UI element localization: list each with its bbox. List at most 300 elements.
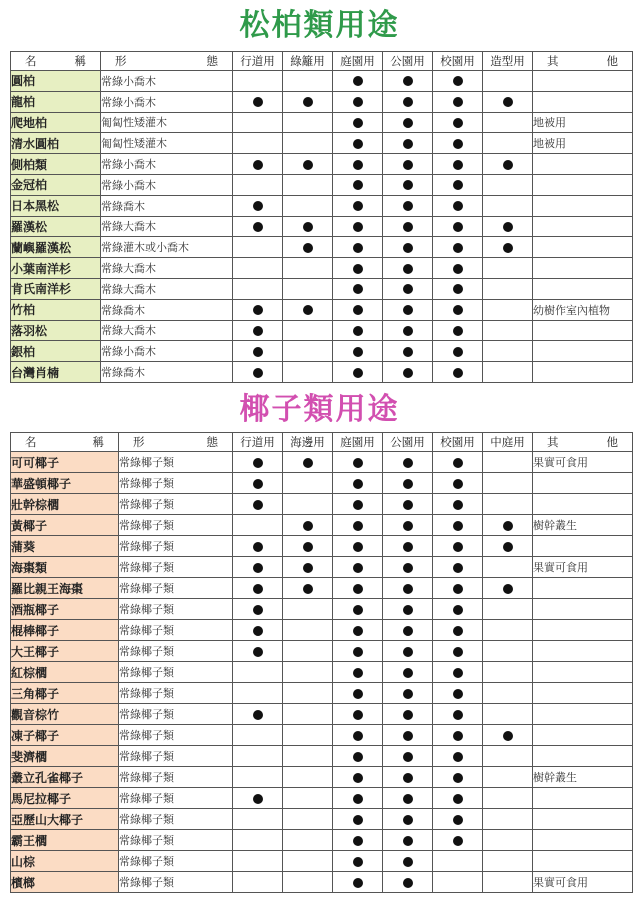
plant-other-note: 幼樹作室內植物 (533, 299, 633, 320)
use-cell (333, 216, 383, 237)
table-row (11, 620, 633, 641)
use-cell (483, 725, 533, 746)
plant-name: 日本黑松 (11, 195, 101, 216)
plant-name: 銀柏 (11, 341, 101, 362)
table-row (11, 767, 633, 788)
use-cell (283, 237, 333, 258)
use-cell (383, 725, 433, 746)
use-cell (333, 557, 383, 578)
use-cell (333, 154, 383, 175)
filled-dot-icon (403, 626, 413, 636)
use-cell (483, 71, 533, 92)
use-cell (283, 494, 333, 515)
use-cell (333, 91, 383, 112)
plant-name: 山棕 (11, 851, 119, 872)
use-cell (283, 216, 333, 237)
plant-name: 金冠柏 (11, 174, 101, 195)
use-cell (483, 788, 533, 809)
table-row (11, 746, 633, 767)
plant-form: 常綠椰子類 (119, 536, 233, 557)
use-cell (333, 599, 383, 620)
filled-dot-icon (303, 584, 313, 594)
use-cell (483, 195, 533, 216)
use-cell (483, 320, 533, 341)
use-cell (233, 195, 283, 216)
plant-other-note (533, 320, 633, 341)
header-label: 其 (547, 435, 559, 449)
header-label: 名 (25, 54, 37, 68)
header-label: 他 (606, 54, 618, 68)
use-cell (233, 452, 283, 473)
plant-name: 馬尼拉椰子 (11, 788, 119, 809)
plant-form: 常綠椰子類 (119, 473, 233, 494)
plant-other-note (533, 830, 633, 851)
filled-dot-icon (403, 815, 413, 825)
table-row (11, 494, 633, 515)
use-cell (383, 174, 433, 195)
filled-dot-icon (353, 243, 363, 253)
filled-dot-icon (403, 563, 413, 573)
filled-dot-icon (453, 326, 463, 336)
use-cell (283, 641, 333, 662)
plant-form: 常綠灌木或小喬木 (101, 237, 233, 258)
filled-dot-icon (353, 584, 363, 594)
use-cell (233, 112, 283, 133)
use-cell (233, 133, 283, 154)
use-cell (483, 515, 533, 536)
use-cell (433, 704, 483, 725)
use-cell (283, 809, 333, 830)
filled-dot-icon (353, 857, 363, 867)
use-cell (233, 174, 283, 195)
use-cell (383, 872, 433, 893)
table-row (11, 154, 633, 175)
filled-dot-icon (353, 97, 363, 107)
use-cell (483, 112, 533, 133)
table-row (11, 258, 633, 279)
use-cell (483, 258, 533, 279)
filled-dot-icon (403, 305, 413, 315)
filled-dot-icon (253, 368, 263, 378)
plant-form: 常綠椰子類 (119, 704, 233, 725)
use-cell (233, 258, 283, 279)
table-row (11, 91, 633, 112)
table-header-row (11, 433, 633, 452)
plant-other-note (533, 725, 633, 746)
filled-dot-icon (353, 836, 363, 846)
use-cell (283, 341, 333, 362)
use-cell (233, 725, 283, 746)
filled-dot-icon (353, 479, 363, 489)
plant-form: 常綠小喬木 (101, 174, 233, 195)
filled-dot-icon (353, 521, 363, 531)
plant-form: 常綠椰子類 (119, 494, 233, 515)
use-cell (233, 872, 283, 893)
plant-name: 小葉南洋杉 (11, 258, 101, 279)
plant-form: 常綠大喬木 (101, 320, 233, 341)
use-cell (283, 174, 333, 195)
use-cell (333, 195, 383, 216)
use-cell (283, 578, 333, 599)
header-use: 庭園用 (333, 433, 383, 452)
filled-dot-icon (453, 773, 463, 783)
plant-other-note (533, 536, 633, 557)
plant-other-note: 樹幹叢生 (533, 767, 633, 788)
use-cell (383, 515, 433, 536)
header-label: 態 (206, 435, 218, 449)
header-label: 形 (133, 435, 145, 449)
filled-dot-icon (353, 160, 363, 170)
table-row (11, 578, 633, 599)
plant-form: 常綠椰子類 (119, 641, 233, 662)
filled-dot-icon (303, 521, 313, 531)
use-cell (283, 473, 333, 494)
use-cell (283, 258, 333, 279)
plant-name: 華盛頓椰子 (11, 473, 119, 494)
filled-dot-icon (253, 647, 263, 657)
plant-form: 常綠椰子類 (119, 851, 233, 872)
use-cell (383, 851, 433, 872)
filled-dot-icon (353, 305, 363, 315)
use-cell (333, 341, 383, 362)
use-cell (383, 154, 433, 175)
plant-name: 海棗類 (11, 557, 119, 578)
filled-dot-icon (503, 222, 513, 232)
use-cell (333, 746, 383, 767)
filled-dot-icon (353, 773, 363, 783)
use-cell (483, 174, 533, 195)
filled-dot-icon (453, 542, 463, 552)
filled-dot-icon (453, 479, 463, 489)
plant-other-note (533, 91, 633, 112)
filled-dot-icon (453, 731, 463, 741)
filled-dot-icon (403, 605, 413, 615)
filled-dot-icon (253, 500, 263, 510)
header-use: 造型用 (483, 52, 533, 71)
filled-dot-icon (453, 584, 463, 594)
use-cell (483, 362, 533, 383)
use-cell (383, 599, 433, 620)
use-cell (283, 851, 333, 872)
use-cell (233, 599, 283, 620)
use-cell (383, 578, 433, 599)
plant-other-note (533, 278, 633, 299)
use-cell (483, 851, 533, 872)
plant-other-note (533, 704, 633, 725)
use-cell (283, 536, 333, 557)
plant-name: 肯氏南洋杉 (11, 278, 101, 299)
filled-dot-icon (403, 264, 413, 274)
filled-dot-icon (453, 139, 463, 149)
table-row (11, 174, 633, 195)
plant-name: 竹柏 (11, 299, 101, 320)
use-cell (483, 494, 533, 515)
filled-dot-icon (403, 521, 413, 531)
filled-dot-icon (353, 647, 363, 657)
filled-dot-icon (403, 500, 413, 510)
table-row (11, 662, 633, 683)
use-cell (433, 830, 483, 851)
table-row (11, 809, 633, 830)
plant-name: 三角椰子 (11, 683, 119, 704)
plant-name: 蒲葵 (11, 536, 119, 557)
filled-dot-icon (403, 118, 413, 128)
filled-dot-icon (453, 752, 463, 762)
filled-dot-icon (303, 458, 313, 468)
filled-dot-icon (403, 752, 413, 762)
plant-name: 大王椰子 (11, 641, 119, 662)
table-row (11, 452, 633, 473)
use-cell (383, 641, 433, 662)
filled-dot-icon (453, 794, 463, 804)
filled-dot-icon (353, 347, 363, 357)
filled-dot-icon (403, 97, 413, 107)
use-cell (333, 788, 383, 809)
header-label: 名 (25, 435, 37, 449)
plant-name: 黃椰子 (11, 515, 119, 536)
use-cell (383, 320, 433, 341)
plant-form: 常綠椰子類 (119, 662, 233, 683)
filled-dot-icon (353, 710, 363, 720)
plant-name: 凍子椰子 (11, 725, 119, 746)
filled-dot-icon (353, 284, 363, 294)
use-cell (483, 704, 533, 725)
filled-dot-icon (403, 836, 413, 846)
header-use: 綠籬用 (283, 52, 333, 71)
use-cell (483, 620, 533, 641)
header-use: 公園用 (383, 433, 433, 452)
plant-other-note (533, 195, 633, 216)
table-row (11, 641, 633, 662)
plant-name: 羅漢松 (11, 216, 101, 237)
use-cell (433, 278, 483, 299)
filled-dot-icon (303, 305, 313, 315)
use-cell (383, 299, 433, 320)
filled-dot-icon (403, 222, 413, 232)
table-row (11, 788, 633, 809)
filled-dot-icon (453, 500, 463, 510)
header-use: 海邊用 (283, 433, 333, 452)
use-cell (333, 830, 383, 851)
filled-dot-icon (253, 710, 263, 720)
use-cell (333, 494, 383, 515)
table-row (11, 830, 633, 851)
use-cell (283, 320, 333, 341)
use-cell (383, 473, 433, 494)
use-cell (433, 746, 483, 767)
header-label: 稱 (92, 435, 104, 449)
use-cell (233, 641, 283, 662)
plant-form: 常綠喬木 (101, 195, 233, 216)
filled-dot-icon (353, 180, 363, 190)
use-cell (433, 71, 483, 92)
filled-dot-icon (403, 689, 413, 699)
filled-dot-icon (453, 647, 463, 657)
use-cell (483, 830, 533, 851)
use-cell (483, 536, 533, 557)
plant-other-note: 樹幹叢生 (533, 515, 633, 536)
use-cell (433, 788, 483, 809)
use-cell (483, 809, 533, 830)
plant-other-note (533, 578, 633, 599)
filled-dot-icon (253, 222, 263, 232)
plant-form: 常綠椰子類 (119, 746, 233, 767)
header-other (533, 433, 633, 452)
use-cell (433, 91, 483, 112)
header-use: 行道用 (233, 433, 283, 452)
use-cell (433, 620, 483, 641)
plant-form: 常綠椰子類 (119, 725, 233, 746)
use-cell (483, 641, 533, 662)
use-cell (333, 133, 383, 154)
use-cell (383, 133, 433, 154)
plant-name: 圓柏 (11, 71, 101, 92)
filled-dot-icon (453, 264, 463, 274)
use-cell (383, 452, 433, 473)
filled-dot-icon (453, 305, 463, 315)
use-cell (233, 278, 283, 299)
use-cell (433, 809, 483, 830)
table-row (11, 216, 633, 237)
plant-other-note: 果實可食用 (533, 872, 633, 893)
pine-section-title: 松柏類用途 (239, 8, 400, 43)
use-cell (333, 536, 383, 557)
plant-other-note (533, 174, 633, 195)
use-cell (433, 452, 483, 473)
use-cell (233, 704, 283, 725)
use-cell (233, 71, 283, 92)
use-cell (233, 494, 283, 515)
header-name (11, 433, 119, 452)
filled-dot-icon (453, 160, 463, 170)
filled-dot-icon (353, 605, 363, 615)
plant-form: 常綠椰子類 (119, 809, 233, 830)
use-cell (333, 620, 383, 641)
use-cell (333, 851, 383, 872)
use-cell (233, 557, 283, 578)
plant-name: 觀音棕竹 (11, 704, 119, 725)
use-cell (433, 536, 483, 557)
filled-dot-icon (253, 97, 263, 107)
filled-dot-icon (503, 542, 513, 552)
use-cell (233, 473, 283, 494)
header-form (119, 433, 233, 452)
use-cell (433, 473, 483, 494)
use-cell (283, 515, 333, 536)
plant-form: 匍匐性矮灌木 (101, 112, 233, 133)
header-label: 稱 (74, 54, 86, 68)
filled-dot-icon (353, 563, 363, 573)
use-cell (483, 767, 533, 788)
plant-name: 落羽松 (11, 320, 101, 341)
use-cell (433, 154, 483, 175)
filled-dot-icon (353, 542, 363, 552)
use-cell (333, 704, 383, 725)
table-row (11, 704, 633, 725)
plant-name: 爬地柏 (11, 112, 101, 133)
filled-dot-icon (353, 689, 363, 699)
filled-dot-icon (403, 326, 413, 336)
use-cell (483, 599, 533, 620)
use-cell (283, 154, 333, 175)
use-cell (233, 809, 283, 830)
use-cell (483, 216, 533, 237)
use-cell (233, 767, 283, 788)
plant-other-note (533, 154, 633, 175)
use-cell (433, 258, 483, 279)
use-cell (383, 278, 433, 299)
filled-dot-icon (353, 201, 363, 211)
use-cell (483, 473, 533, 494)
plant-other-note (533, 851, 633, 872)
filled-dot-icon (353, 264, 363, 274)
plant-other-note: 地被用 (533, 133, 633, 154)
header-use: 公園用 (383, 52, 433, 71)
filled-dot-icon (353, 815, 363, 825)
filled-dot-icon (253, 479, 263, 489)
filled-dot-icon (453, 347, 463, 357)
use-cell (333, 278, 383, 299)
use-cell (333, 809, 383, 830)
use-cell (333, 515, 383, 536)
plant-form: 常綠椰子類 (119, 452, 233, 473)
use-cell (233, 620, 283, 641)
use-cell (283, 746, 333, 767)
plant-form: 常綠小喬木 (101, 341, 233, 362)
filled-dot-icon (253, 584, 263, 594)
filled-dot-icon (503, 160, 513, 170)
plant-name: 檳榔 (11, 872, 119, 893)
use-cell (433, 133, 483, 154)
plant-form: 常綠喬木 (101, 362, 233, 383)
use-cell (283, 725, 333, 746)
use-cell (433, 851, 483, 872)
use-cell (233, 362, 283, 383)
plant-other-note (533, 620, 633, 641)
filled-dot-icon (303, 542, 313, 552)
plant-other-note (533, 473, 633, 494)
plant-other-note (533, 683, 633, 704)
filled-dot-icon (253, 326, 263, 336)
plant-form: 常綠大喬木 (101, 278, 233, 299)
filled-dot-icon (253, 160, 263, 170)
use-cell (483, 237, 533, 258)
use-cell (433, 515, 483, 536)
filled-dot-icon (403, 284, 413, 294)
use-cell (233, 341, 283, 362)
table-row (11, 133, 633, 154)
plant-form: 常綠椰子類 (119, 599, 233, 620)
table-row (11, 237, 633, 258)
filled-dot-icon (453, 626, 463, 636)
filled-dot-icon (453, 836, 463, 846)
plant-form: 常綠椰子類 (119, 578, 233, 599)
filled-dot-icon (253, 347, 263, 357)
use-cell (433, 216, 483, 237)
filled-dot-icon (353, 222, 363, 232)
header-use: 庭園用 (333, 52, 383, 71)
filled-dot-icon (403, 458, 413, 468)
plant-name: 斐濟櫚 (11, 746, 119, 767)
use-cell (333, 258, 383, 279)
use-cell (483, 578, 533, 599)
filled-dot-icon (403, 368, 413, 378)
use-cell (283, 112, 333, 133)
table-row (11, 71, 633, 92)
palm-section-title: 椰子類用途 (239, 392, 400, 427)
header-other (533, 52, 633, 71)
use-cell (233, 578, 283, 599)
